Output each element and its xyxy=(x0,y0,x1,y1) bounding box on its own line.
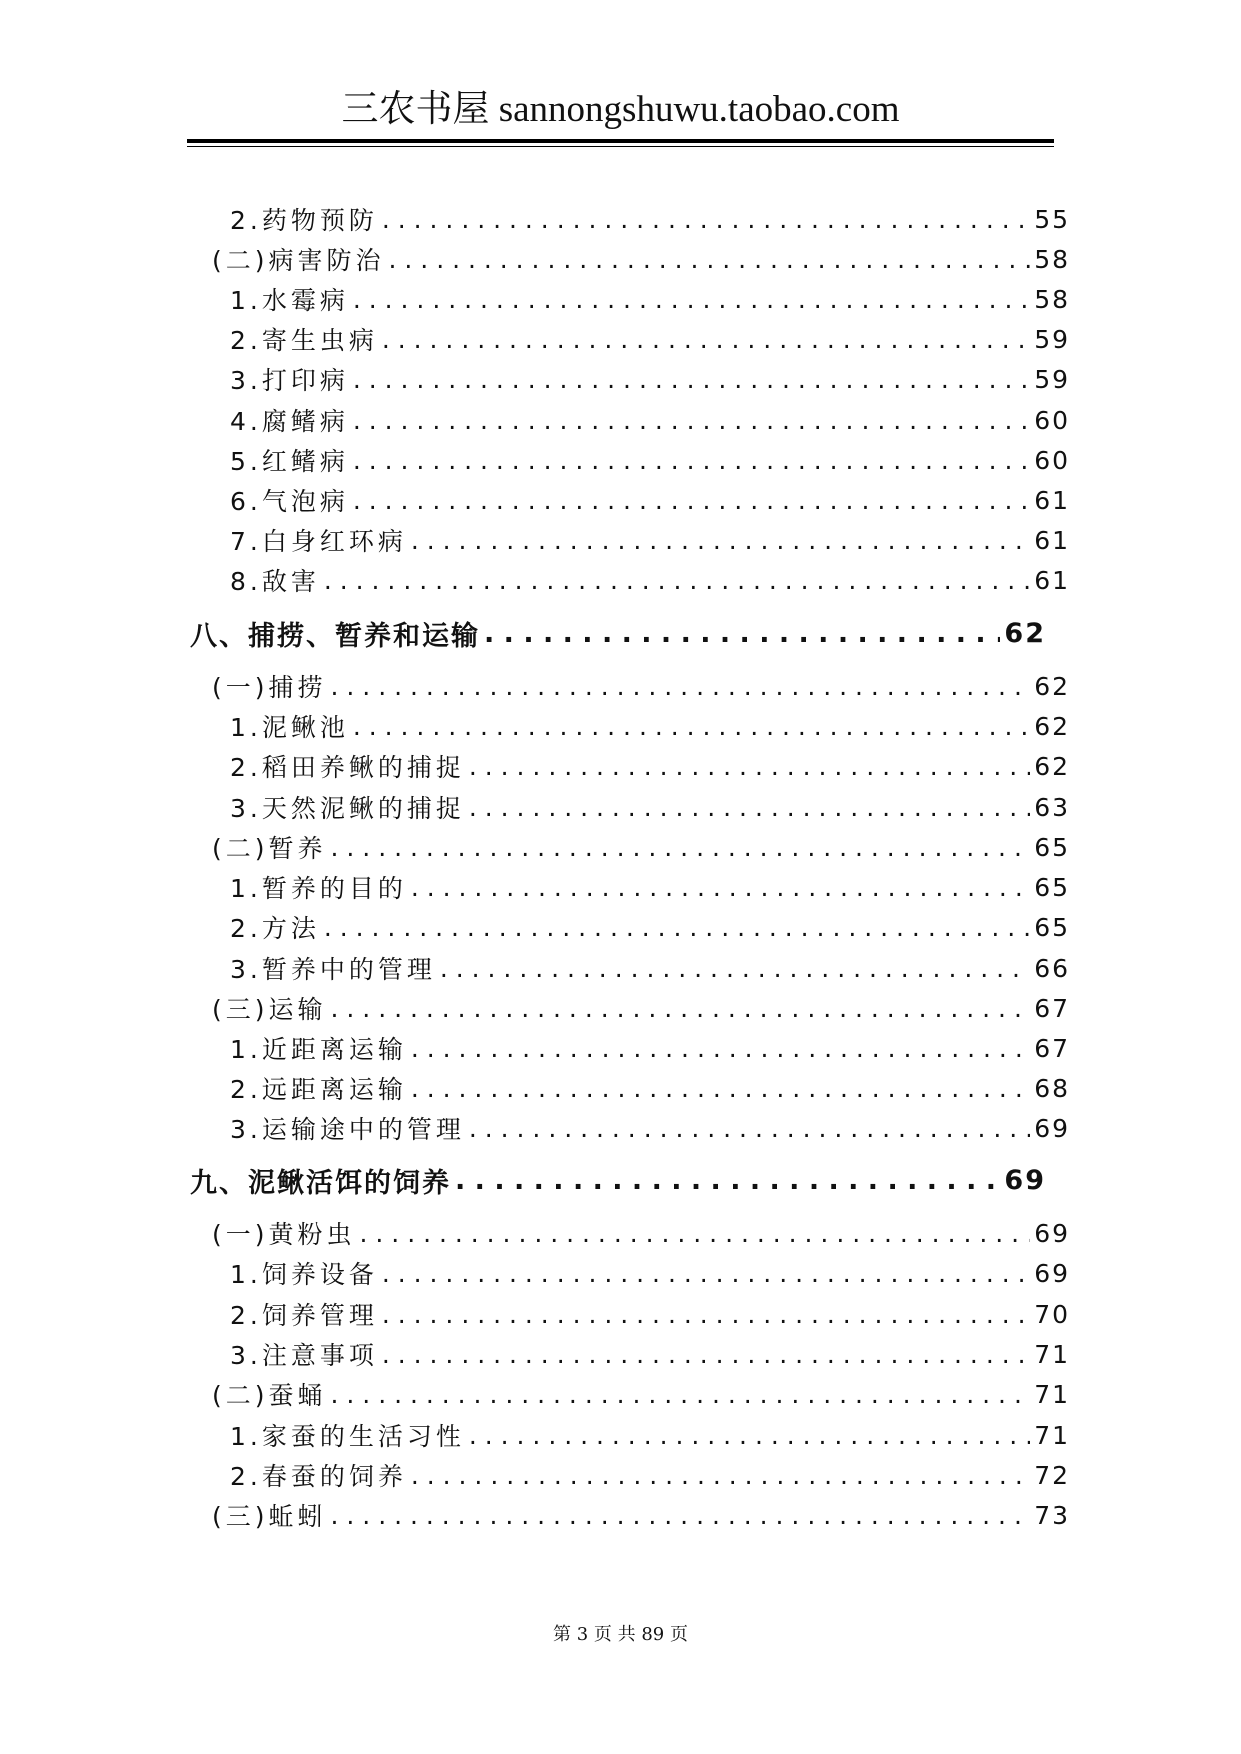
toc-dot-leader xyxy=(353,285,1030,314)
toc-entry-page: 65 xyxy=(1034,912,1070,942)
toc-entry-label: 3.打印病 xyxy=(230,366,349,395)
toc-entry[interactable] xyxy=(230,320,1070,358)
toc-dot-leader xyxy=(411,1034,1030,1063)
toc-entry-page: 61 xyxy=(1034,485,1070,515)
toc-entry-page: 66 xyxy=(1034,953,1070,983)
toc-entry-label: (二)蚕蛹 xyxy=(212,1381,327,1410)
toc-entry-label: 3.天然泥鳅的捕捉 xyxy=(230,794,465,823)
toc-entry[interactable] xyxy=(230,707,1070,745)
toc-dot-leader xyxy=(353,446,1030,475)
toc-chapter[interactable] xyxy=(190,611,1046,655)
toc-entry-label: 1.家蚕的生活习性 xyxy=(230,1422,465,1451)
toc-entry-label: 1.暂养的目的 xyxy=(230,874,407,903)
toc-entry[interactable] xyxy=(212,828,1070,866)
toc-entry-label: 3.运输途中的管理 xyxy=(230,1115,465,1144)
toc-entry-label: 2.饲养管理 xyxy=(230,1301,378,1330)
toc-entry-page: 59 xyxy=(1034,364,1070,394)
toc-dot-leader xyxy=(484,618,1000,649)
toc-entry-label: (三)运输 xyxy=(212,995,327,1024)
toc-dot-leader xyxy=(324,566,1030,595)
toc-entry-label: 8.敌害 xyxy=(230,567,320,596)
toc-entry-page: 68 xyxy=(1034,1073,1070,1103)
toc-entry-page: 71 xyxy=(1034,1420,1070,1450)
toc-entry[interactable] xyxy=(230,1416,1070,1454)
toc-entry-label: 1.水霉病 xyxy=(230,286,349,315)
toc-dot-leader xyxy=(331,1380,1031,1409)
toc-entry[interactable] xyxy=(212,1496,1070,1534)
toc-entry-label: 4.腐鳍病 xyxy=(230,407,349,436)
toc-entry-label: 2.远距离运输 xyxy=(230,1075,407,1104)
toc-entry-page: 71 xyxy=(1034,1379,1070,1409)
toc-entry[interactable] xyxy=(230,441,1070,479)
toc-entry-page: 70 xyxy=(1034,1299,1070,1329)
toc-entry-page: 69 xyxy=(1034,1258,1070,1288)
toc-entry[interactable] xyxy=(230,1295,1070,1333)
toc-entry[interactable] xyxy=(212,1214,1070,1252)
toc-entry[interactable] xyxy=(230,1456,1070,1494)
toc-dot-leader xyxy=(324,913,1030,942)
toc-dot-leader xyxy=(440,954,1030,983)
toc-entry-label: 5.红鳍病 xyxy=(230,447,349,476)
toc-dot-leader xyxy=(353,365,1030,394)
toc-entry-label: 7.白身红环病 xyxy=(230,527,407,556)
toc-entry[interactable] xyxy=(230,200,1070,238)
toc-dot-leader xyxy=(331,672,1031,701)
toc-entry-label: 3.注意事项 xyxy=(230,1341,378,1370)
toc-entry-page: 67 xyxy=(1034,1033,1070,1063)
toc-entry[interactable] xyxy=(230,1069,1070,1107)
toc-entry-label: 2.方法 xyxy=(230,914,320,943)
toc-entry-label: 2.春蚕的饲养 xyxy=(230,1462,407,1491)
toc-entry[interactable] xyxy=(230,747,1070,785)
toc-chapter-page: 62 xyxy=(1004,617,1046,649)
toc-entry-label: (二)病害防治 xyxy=(212,246,385,275)
toc-chapter-label: 九、泥鳅活饵的饲养 xyxy=(190,1167,451,1199)
toc-dot-leader xyxy=(360,1219,1031,1248)
toc-entry-page: 67 xyxy=(1034,993,1070,1023)
toc-entry-page: 61 xyxy=(1034,565,1070,595)
toc-dot-leader xyxy=(353,486,1030,515)
toc-entry-label: 1.饲养设备 xyxy=(230,1260,378,1289)
toc-dot-leader xyxy=(382,1259,1030,1288)
toc-entry[interactable] xyxy=(212,1375,1070,1413)
toc-dot-leader xyxy=(353,406,1030,435)
toc-entry-label: 1.近距离运输 xyxy=(230,1035,407,1064)
toc-entry[interactable] xyxy=(212,667,1070,705)
toc-entry-label: (二)暂养 xyxy=(212,834,327,863)
toc-entry[interactable] xyxy=(212,989,1070,1027)
toc-entry[interactable] xyxy=(230,868,1070,906)
toc-entry[interactable] xyxy=(230,521,1070,559)
toc-dot-leader xyxy=(469,1114,1030,1143)
toc-entry-label: 2.稻田养鳅的捕捉 xyxy=(230,753,465,782)
toc-entry-page: 62 xyxy=(1034,711,1070,741)
toc-entry-page: 72 xyxy=(1034,1460,1070,1490)
toc-entry-page: 59 xyxy=(1034,324,1070,354)
toc-entry[interactable] xyxy=(230,561,1070,599)
toc-dot-leader xyxy=(382,325,1030,354)
toc-entry-page: 60 xyxy=(1034,405,1070,435)
toc-dot-leader xyxy=(353,712,1030,741)
toc-entry-label: 1.泥鳅池 xyxy=(230,713,349,742)
toc-entry-page: 55 xyxy=(1034,204,1070,234)
toc-entry[interactable] xyxy=(230,908,1070,946)
toc-entry-page: 65 xyxy=(1034,872,1070,902)
toc-entry-page: 62 xyxy=(1034,671,1070,701)
toc-entry-page: 60 xyxy=(1034,445,1070,475)
toc-dot-leader xyxy=(411,1074,1030,1103)
toc-entry-page: 58 xyxy=(1034,244,1070,274)
toc-entry[interactable] xyxy=(230,401,1070,439)
toc-entry-label: (三)蚯蚓 xyxy=(212,1502,327,1531)
toc-entry[interactable] xyxy=(230,1254,1070,1292)
toc-chapter-page: 69 xyxy=(1004,1164,1046,1196)
toc-entry[interactable] xyxy=(230,280,1070,318)
toc-entry-page: 65 xyxy=(1034,832,1070,862)
toc-entry[interactable] xyxy=(212,240,1070,278)
toc-dot-leader xyxy=(469,1421,1030,1450)
toc-dot-leader xyxy=(389,245,1031,274)
toc-entry[interactable] xyxy=(230,949,1070,987)
toc-dot-leader xyxy=(469,752,1030,781)
toc-entry[interactable] xyxy=(230,1335,1070,1373)
toc-entry[interactable] xyxy=(230,1109,1070,1147)
toc-entry-label: 6.气泡病 xyxy=(230,487,349,516)
toc-entry-page: 63 xyxy=(1034,792,1070,822)
toc-dot-leader xyxy=(469,793,1030,822)
toc-dot-leader xyxy=(382,205,1030,234)
toc-entry-label: (一)捕捞 xyxy=(212,673,327,702)
toc-entry-label: 2.寄生虫病 xyxy=(230,326,378,355)
toc-dot-leader xyxy=(331,833,1031,862)
toc-entry[interactable] xyxy=(230,360,1070,398)
page-header-title: 三农书屋 sannongshuwu.taobao.com xyxy=(341,89,900,130)
toc-entry[interactable] xyxy=(230,1029,1070,1067)
toc-dot-leader xyxy=(331,994,1031,1023)
toc-dot-leader xyxy=(331,1501,1031,1530)
toc-entry-page: 69 xyxy=(1034,1113,1070,1143)
toc-dot-leader xyxy=(382,1340,1030,1369)
toc-entry-label: 3.暂养中的管理 xyxy=(230,955,436,984)
toc-entry[interactable] xyxy=(230,481,1070,519)
page-footer: 第 3 页 共 89 页 xyxy=(553,1624,688,1645)
toc-chapter[interactable] xyxy=(190,1158,1046,1202)
toc-dot-leader xyxy=(382,1300,1030,1329)
toc-chapter-label: 八、捕捞、暂养和运输 xyxy=(190,620,480,652)
toc-dot-leader xyxy=(411,873,1030,902)
toc-entry-page: 73 xyxy=(1034,1500,1070,1530)
toc-entry-page: 58 xyxy=(1034,284,1070,314)
toc-entry-label: 2.药物预防 xyxy=(230,206,378,235)
toc-dot-leader xyxy=(411,526,1030,555)
toc-entry-label: (一)黄粉虫 xyxy=(212,1220,356,1249)
toc-entry-page: 69 xyxy=(1034,1218,1070,1248)
toc-entry[interactable] xyxy=(230,788,1070,826)
toc-entry-page: 71 xyxy=(1034,1339,1070,1369)
toc-entry-page: 62 xyxy=(1034,751,1070,781)
toc-entry-page: 61 xyxy=(1034,525,1070,555)
toc-dot-leader xyxy=(455,1165,1000,1196)
toc-dot-leader xyxy=(411,1461,1030,1490)
